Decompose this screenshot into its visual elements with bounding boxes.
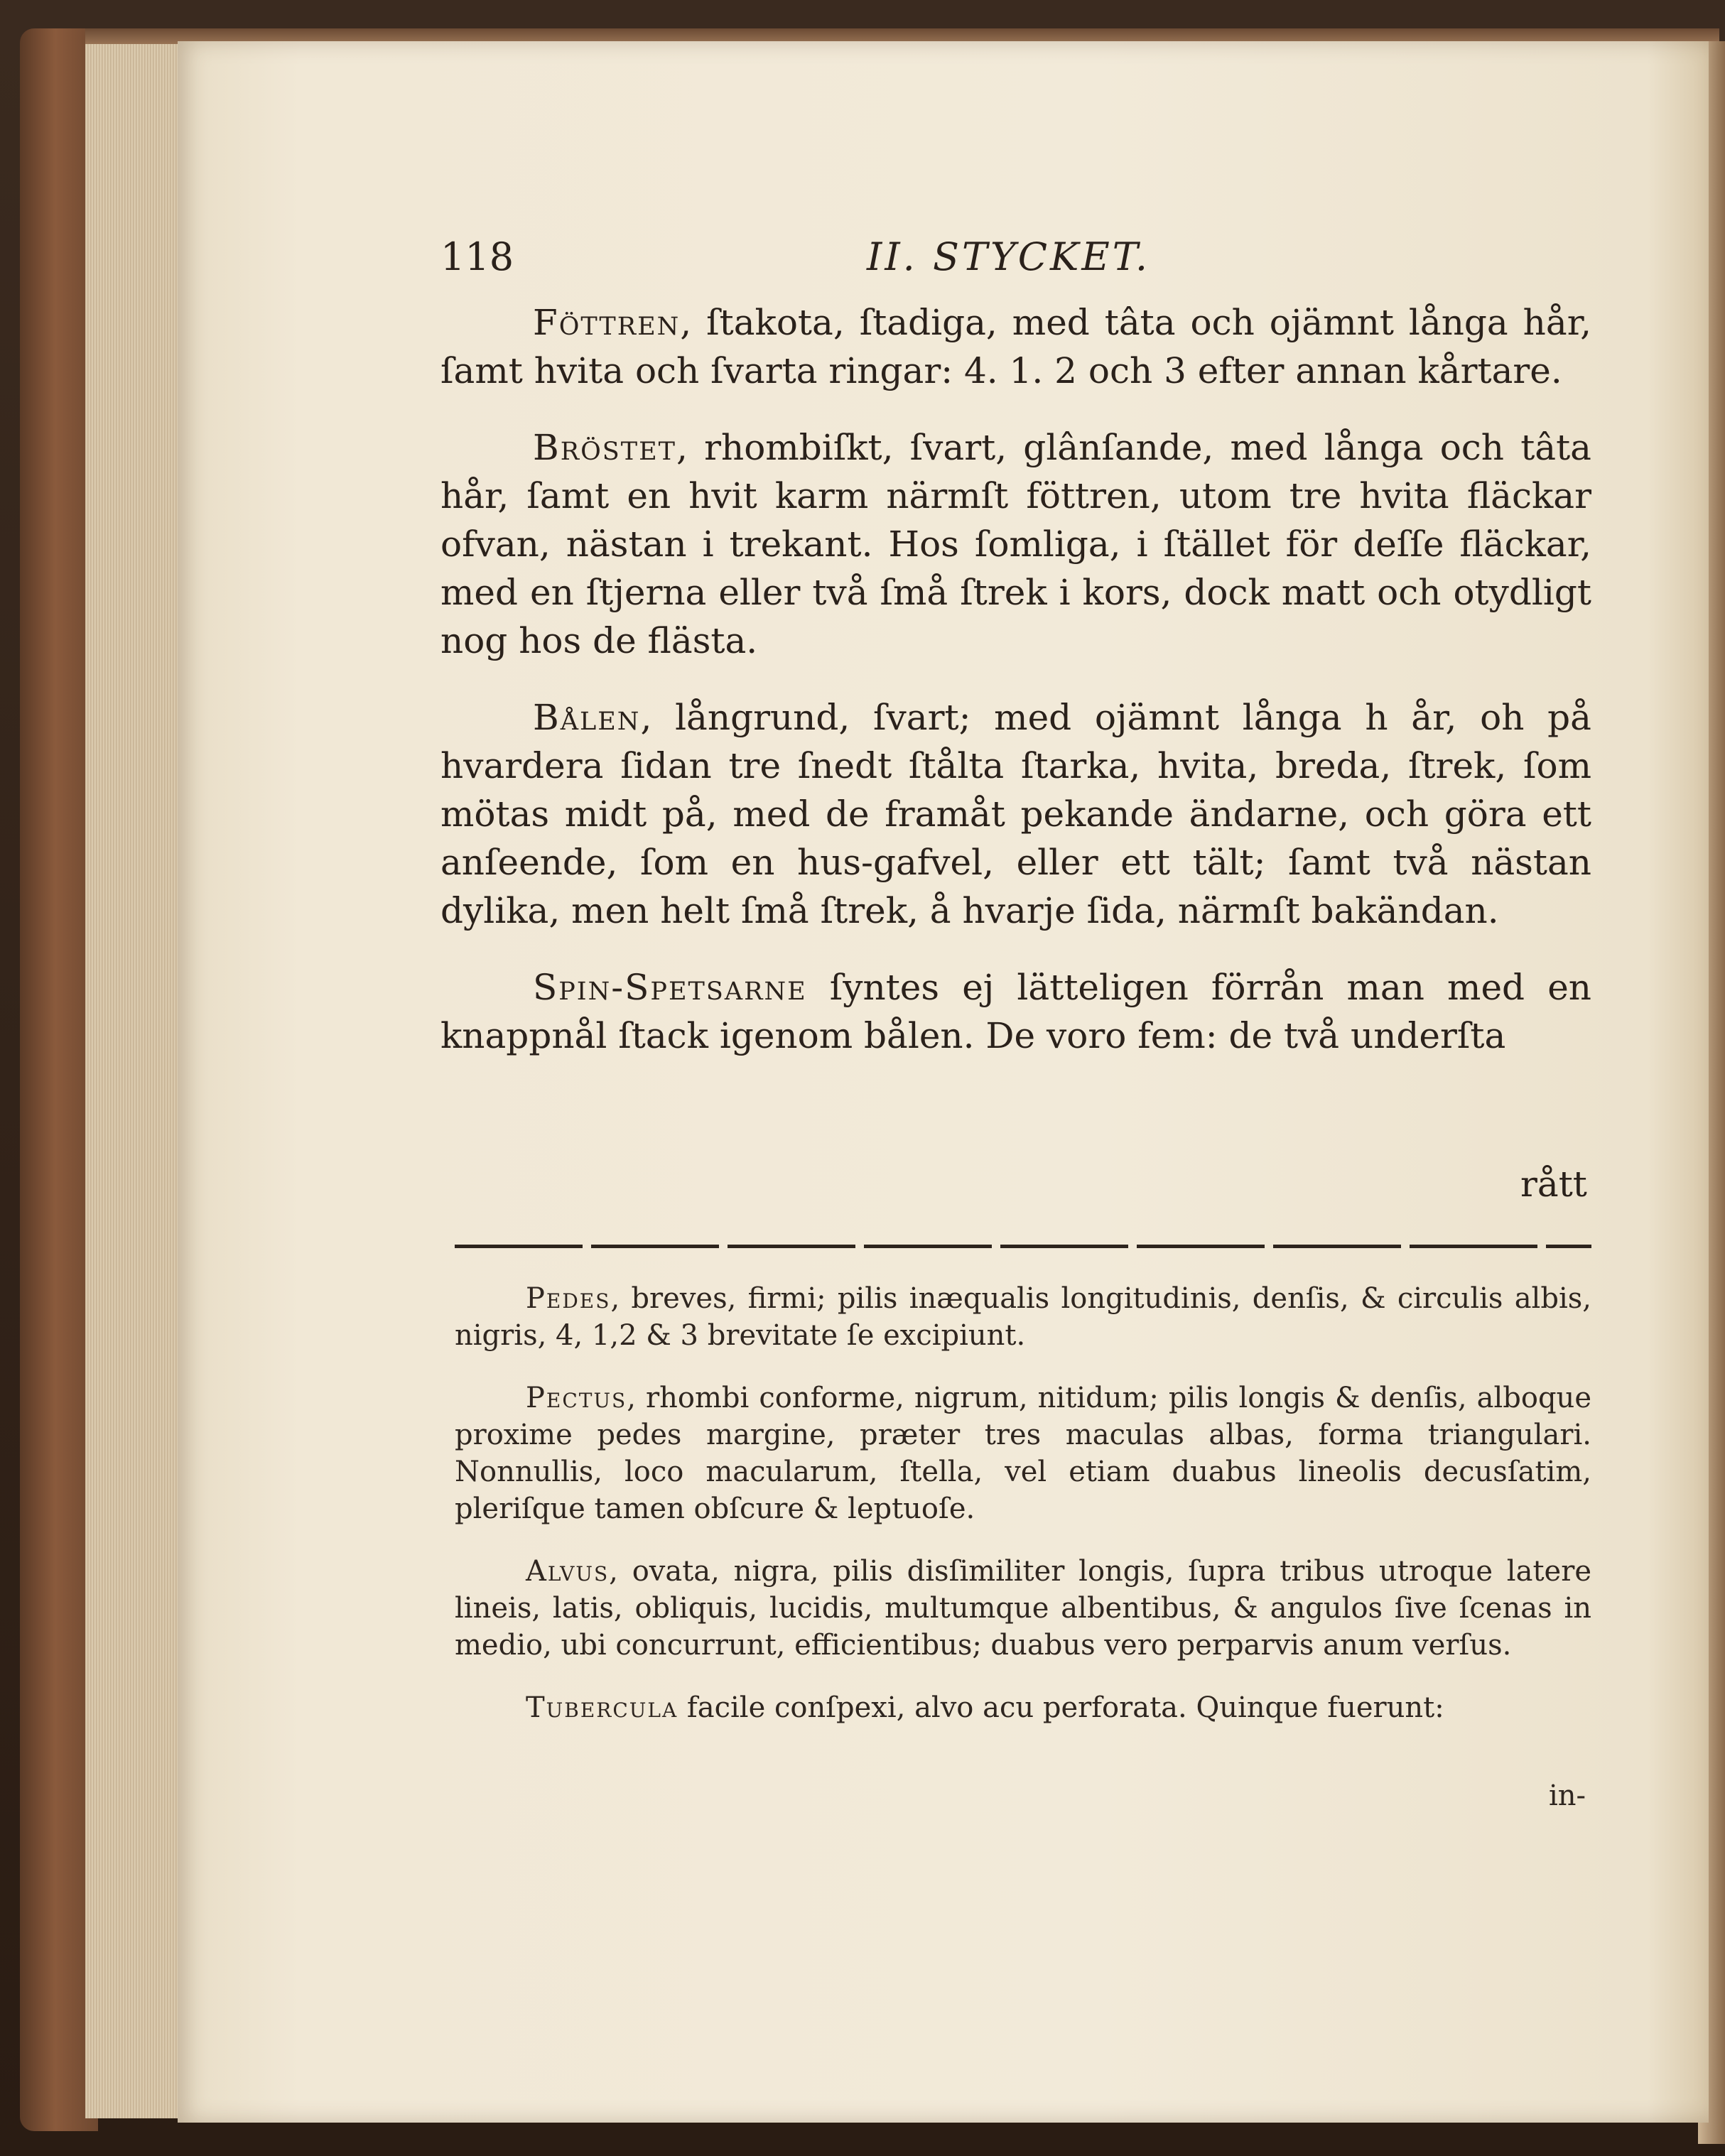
paragraph-lead: Pedes: [526, 1282, 611, 1315]
paragraph-lead: Bålen: [533, 697, 641, 738]
paragraph-body: , rhombiſkt, ſvart, glânſande, med långa och tâta hår, ſamt en hvit karm närmſt föttren, utom tre hvita fläckar ofvan, nästan i trekant. Hos ſomliga, i ſtället för deſſe fläckar, med en ſtjerna eller två ſmå ſtrek i kors, dock matt och otydligt nog hos de flästa.: [440, 427, 1591, 661]
paragraph-pedes: [455, 1280, 1591, 1354]
catchword-swedish: rått: [1520, 1164, 1587, 1205]
paragraph-body: , rhombi conforme, nigrum, nitidum; pilis longis & denſis, alboque proxime pedes margine, præter tres maculas albas, forma triangulari. Nonnullis, loco macularum, ſtella, vel etiam duabus lineolis decusſatim, pleriſque tamen obſcure & leptuoſe.: [455, 1382, 1591, 1525]
page-stack-edge: [85, 44, 179, 2118]
paragraph-body: , ovata, nigra, pilis disſimiliter longis, ſupra tribus utroque latere lineis, latis, obliquis, lucidis, multumque albentibus, & angulos ſive ſcenas in medio, ubi concurrunt, efficientibus; duabus vero perparvis anum verſus.: [455, 1555, 1591, 1662]
paragraph-lead: Bröstet: [533, 427, 677, 468]
running-title: II. STYCKET.: [867, 234, 1151, 279]
paragraph-lead: Alvus: [526, 1555, 610, 1588]
paragraph-body: facile conſpexi, alvo acu perforata. Quinque fuerunt:: [678, 1691, 1444, 1724]
latin-text-block: [455, 1280, 1591, 1752]
paragraph-lead: Pectus: [526, 1382, 627, 1414]
paragraph-alvus: [455, 1553, 1591, 1664]
paragraph-body: ſyntes ej lätteligen förrån man med en knappnål ſtack igenom bålen. De voro fem: de två underſta: [440, 967, 1591, 1056]
catchword-latin: in-: [1549, 1779, 1586, 1812]
paragraph-body: , ſtakota, ſtadiga, med tâta och ojämnt långa hår, ſamt hvita och ſvarta ringar: 4. 1. 2 och 3 efter annan kårtare.: [440, 302, 1591, 391]
paragraph-fottren: [440, 298, 1591, 395]
paragraph-pectus: [455, 1380, 1591, 1527]
paragraph-spin-spetsarne: [440, 963, 1591, 1060]
footnote-divider: [455, 1245, 1591, 1248]
paragraph-body: , långrund, ſvart; med ojämnt långa h år, oh på hvardera ſidan tre ſnedt ſtålta ſtarka, hvita, breda, ſtrek, ſom mötas midt på, med de framåt pekande ändarne, och göra ett anſeende, ſom en hus-gafvel, eller ett tält; ſamt två nästan dylika, men helt ſmå ſtrek, å hvarje ſida, närmſt bakändan.: [440, 697, 1591, 931]
paragraph-lead: Föttren: [533, 302, 681, 343]
paragraph-body: , breves, firmi; pilis inæqualis longitudinis, denſis, & circulis albis, nigris, 4, 1,2 & 3 brevitate ſe excipiunt.: [455, 1282, 1591, 1352]
paragraph-balen: [440, 693, 1591, 935]
paragraph-brostet: [440, 423, 1591, 665]
paragraph-lead: Spin-Spetsarne: [533, 967, 807, 1008]
page-number: 118: [440, 234, 514, 279]
page-header: [440, 234, 1591, 291]
paragraph-tubercula: [455, 1689, 1591, 1726]
paragraph-lead: Tubercula: [526, 1691, 678, 1724]
swedish-text-block: [440, 298, 1591, 1088]
